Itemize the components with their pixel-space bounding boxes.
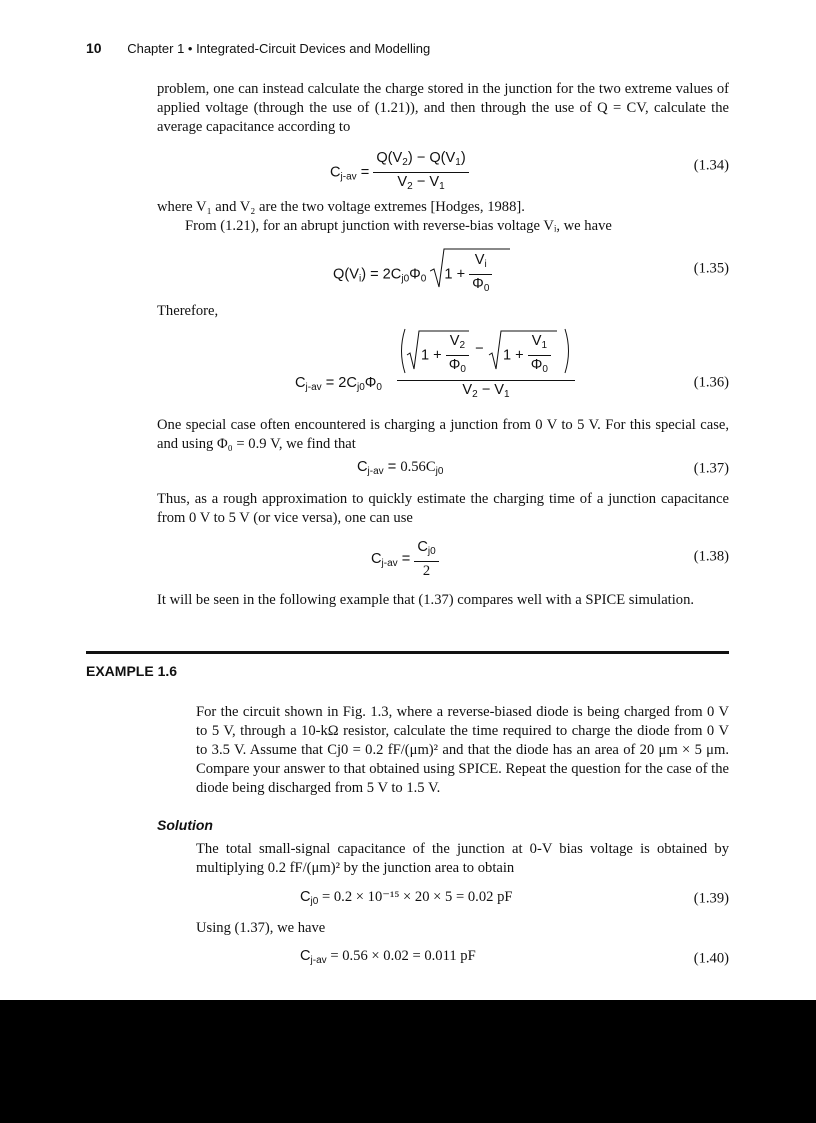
paragraph-2: where V₁ and V₂ are the two voltage extremes [Hodges, 1988].: [157, 199, 525, 215]
eq134-expr: $C_{j-av}$ = $\frac{Q(V_2) - Q(V_1)}{V_2 - V_1}$: [330, 149, 469, 196]
paragraph-4: Therefore,: [157, 303, 219, 319]
equation-1-36: $C_{j-av} = 2C_{j0}\Phi_0$ 1 + $\frac{V_2}{\Phi_0}$ − 1 + $\frac{V_1}{\Phi_0}$ $V_2 - V_1$ (1.36): [157, 325, 729, 405]
equation-number: (1.34): [693, 157, 729, 174]
paragraph-5: One special case often encountered is charging a junction from 0 V to 5 V. For this special case, and using Φ₀ = 0.9 V, we find that: [157, 417, 729, 452]
page-number: 10: [86, 40, 102, 56]
equation-number: (1.37): [693, 460, 729, 477]
eq135-expr: $Q(V_i) = 2C_{j0}\Phi_0$ 1 + $\frac{V_i}{\Phi_0}$: [333, 251, 492, 298]
paragraph-6: Thus, as a rough approximation to quickly estimate the charging time of a junction capacitance from 0 V to 5 V (or vice versa), one can use: [157, 491, 729, 526]
running-title: Chapter 1 • Integrated-Circuit Devices and Modelling: [127, 41, 431, 56]
running-header: [86, 40, 430, 56]
equation-1-34: [157, 145, 729, 192]
eq134-fraction: $\frac{Q(V_2) - Q(V_1)}{V_2 - V_1}$: [373, 149, 468, 196]
paragraph-1: problem, one can instead calculate the charge stored in the junction for the two extreme values of applied voltage (through the use of (1.21)), and then through the use of Q = CV, calculate the average capacitance according to: [157, 81, 729, 135]
eq139-expr: $C_{j0} = 0.2 \times 10^{-15} \times 20 \times 5 = 0.02$ pF: [300, 889, 513, 907]
example-rule: [86, 651, 729, 654]
eq136-lhs: $C_{j-av} = 2C_{j0}\Phi_0$: [295, 375, 382, 393]
equation-number: (1.38): [693, 548, 729, 565]
equation-1-40: [196, 946, 729, 972]
equation-number: (1.39): [693, 890, 729, 907]
solution-paragraph-2: Using (1.37), we have: [196, 920, 326, 936]
scan-black-margin: [0, 1000, 816, 1123]
equation-1-35: [157, 245, 729, 293]
equation-1-38: [157, 534, 729, 580]
equation-1-39: [196, 886, 729, 912]
eq138-expr: $C_{j-av}$ = $\frac{C_{j0}}{2}$: [371, 538, 439, 580]
equation-number: (1.35): [693, 260, 729, 277]
solution-heading: Solution: [157, 817, 213, 833]
equation-1-37: [157, 455, 729, 483]
paragraph-3: From (1.21), for an abrupt junction with reverse-bias voltage Vᵢ, we have: [185, 218, 612, 234]
example-statement: For the circuit shown in Fig. 1.3, where a reverse-biased diode is being charged from 0 V to 5 V, through a 10-kΩ resistor, calculate the time required to charge the diode from 0 V to 3.5 V. Assume that Cj0 = 0.2 fF/(μm)² and that the diode has an area of 20 μm × 5 μm. Compare your answer to that obtained using SPICE. Repeat the question for the case of the diode being discharged from 5 V to 1.5 V.: [196, 704, 729, 796]
equation-number: (1.40): [693, 950, 729, 967]
sqrt-symbol: 1 + $\frac{V_i}{\Phi_0}$: [430, 251, 492, 298]
paragraph-7: It will be seen in the following example that (1.37) compares well with a SPICE simulation.: [157, 592, 695, 608]
equation-number: (1.36): [693, 374, 729, 391]
example-heading: EXAMPLE 1.6: [86, 663, 178, 679]
eq140-expr: $C_{j-av} = 0.56 \times 0.02 = 0.011$ pF: [300, 948, 476, 966]
eq137-expr: $C_{j-av} = 0.56C_{j0}$: [357, 459, 444, 477]
solution-paragraph-1: The total small-signal capacitance of the junction at 0-V bias voltage is obtained by multiplying 0.2 fF/(μm)² by the junction area to obtain: [196, 841, 729, 876]
